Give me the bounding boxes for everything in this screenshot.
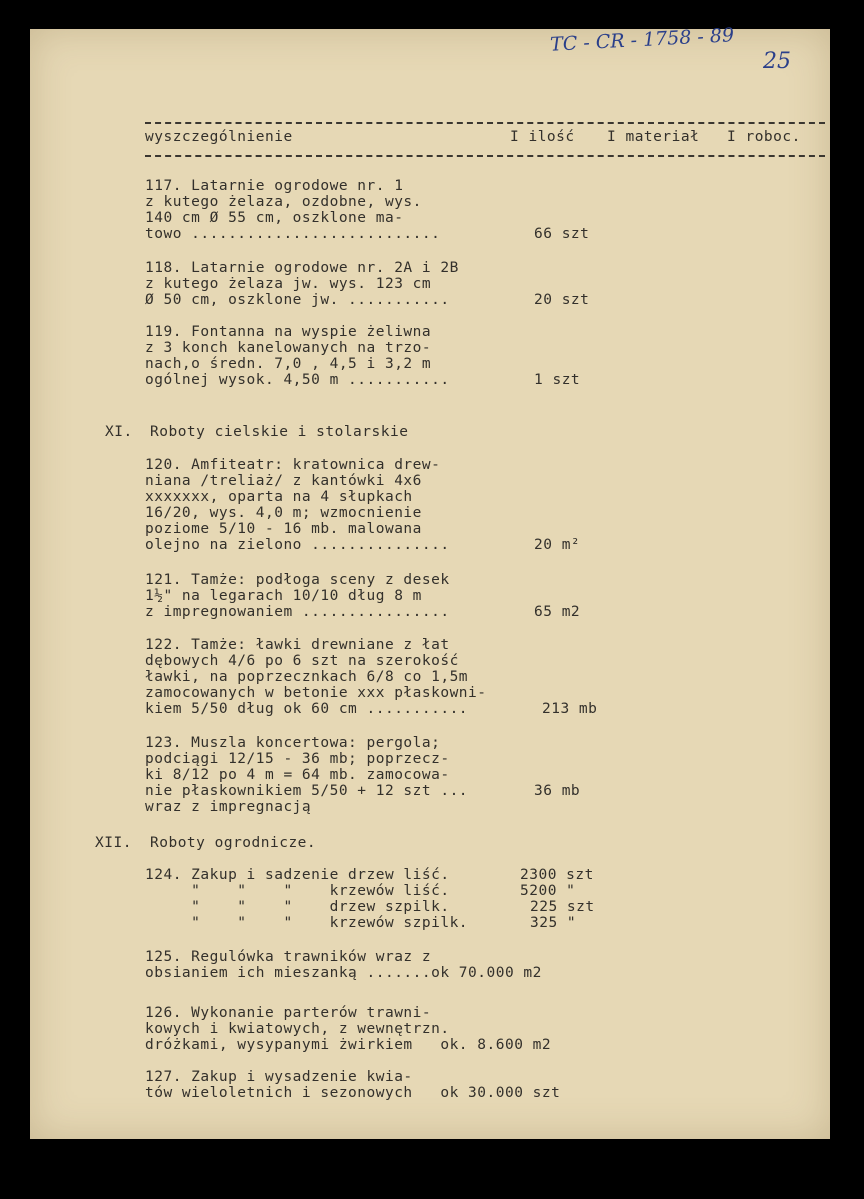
item-line: 125. Regulówka trawników wraz z	[145, 949, 432, 965]
handwritten-page-number: 25	[763, 49, 791, 74]
item-line: 118. Latarnie ogrodowe nr. 2A i 2B	[145, 260, 459, 276]
item-line: nach,o średn. 7,0 , 4,5 i 3,2 m	[145, 356, 432, 372]
section-number: XI.	[105, 424, 133, 440]
item-line: wraz z impregnacją	[145, 799, 312, 815]
item-line: niana /treliaż/ z kantówki 4x6	[145, 473, 422, 489]
item-quantity: 1 szt	[534, 372, 581, 388]
item-quantity: 65 m2	[534, 604, 581, 620]
item-line: 16/20, wys. 4,0 m; wzmocnienie	[145, 505, 422, 521]
section-title: Roboty cielskie i stolarskie	[150, 424, 409, 440]
item-line: " " " krzewów szpilk.	[145, 915, 469, 931]
item-line: olejno na zielono ...............	[145, 537, 450, 553]
item-line: poziome 5/10 - 16 mb. malowana	[145, 521, 422, 537]
item-quantity: 325 "	[530, 915, 577, 931]
item-line: dębowych 4/6 po 6 szt na szerokość	[145, 653, 459, 669]
header-rule-bottom	[145, 155, 825, 157]
item-line: " " " krzewów liść.	[145, 883, 450, 899]
document-page	[30, 24, 830, 1139]
item-quantity: 213 mb	[542, 701, 598, 717]
item-line: nie płaskownikiem 5/50 + 12 szt ...	[145, 783, 469, 799]
item-line: 123. Muszla koncertowa: pergola;	[145, 735, 441, 751]
item-line: Ø 50 cm, oszklone jw. ...........	[145, 292, 450, 308]
item-line: dróżkami, wysypanymi żwirkiem ok. 8.600 m2	[145, 1037, 552, 1053]
item-line: z impregnowaniem ................	[145, 604, 450, 620]
item-line: 121. Tamże: podłoga sceny z desek	[145, 572, 450, 588]
header-col-labor: I roboc.	[727, 129, 801, 145]
item-quantity: 225 szt	[530, 899, 595, 915]
item-line: obsianiem ich mieszanką .......ok 70.000 m2	[145, 965, 542, 981]
item-line: 117. Latarnie ogrodowe nr. 1	[145, 178, 404, 194]
item-line: ławki, na poprzecznkach 6/8 co 1,5m	[145, 669, 469, 685]
header-rule-top	[145, 122, 825, 124]
item-quantity: 36 mb	[534, 783, 581, 799]
item-line: z 3 konch kanelowanych na trzo-	[145, 340, 432, 356]
item-line: 127. Zakup i wysadzenie kwia-	[145, 1069, 413, 1085]
item-quantity: 20 m²	[534, 537, 581, 553]
item-line: " " " drzew szpilk.	[145, 899, 450, 915]
item-line: 140 cm Ø 55 cm, oszklone ma-	[145, 210, 404, 226]
item-line: 126. Wykonanie parterów trawni-	[145, 1005, 432, 1021]
item-line: 119. Fontanna na wyspie żeliwna	[145, 324, 432, 340]
item-line: 120. Amfiteatr: kratownica drew-	[145, 457, 441, 473]
section-title: Roboty ogrodnicze.	[150, 835, 317, 851]
section-number: XII.	[95, 835, 132, 851]
item-line: kiem 5/50 dług ok 60 cm ...........	[145, 701, 469, 717]
handwritten-reference: TC - CR - 1758 - 89	[549, 24, 735, 56]
item-line: ogólnej wysok. 4,50 m ...........	[145, 372, 450, 388]
item-line: kowych i kwiatowych, z wewnętrzn.	[145, 1021, 450, 1037]
header-col-quantity: I ilość	[510, 129, 575, 145]
item-line: 124. Zakup i sadzenie drzew liść.	[145, 867, 450, 883]
item-line: towo ...........................	[145, 226, 441, 242]
item-line: zamocowanych w betonie xxx płaskowni-	[145, 685, 487, 701]
item-quantity: 66 szt	[534, 226, 590, 242]
item-line: 122. Tamże: ławki drewniane z łat	[145, 637, 450, 653]
item-quantity: 20 szt	[534, 292, 590, 308]
header-col-material: I materiał	[607, 129, 700, 145]
item-quantity: 2300 szt	[520, 867, 594, 883]
item-line: ki 8/12 po 4 m = 64 mb. zamocowa-	[145, 767, 450, 783]
item-quantity: 5200 "	[520, 883, 576, 899]
item-line: tów wieloletnich i sezonowych ok 30.000 szt	[145, 1085, 561, 1101]
item-line: podciągi 12/15 - 36 mb; poprzecz-	[145, 751, 450, 767]
item-line: xxxxxxx, oparta na 4 słupkach	[145, 489, 413, 505]
item-line: 1½" na legarach 10/10 dług 8 m	[145, 588, 422, 604]
item-line: z kutego żelaza jw. wys. 123 cm	[145, 276, 432, 292]
header-col-description: wyszczególnienie	[145, 129, 293, 145]
item-line: z kutego żelaza, ozdobne, wys.	[145, 194, 422, 210]
